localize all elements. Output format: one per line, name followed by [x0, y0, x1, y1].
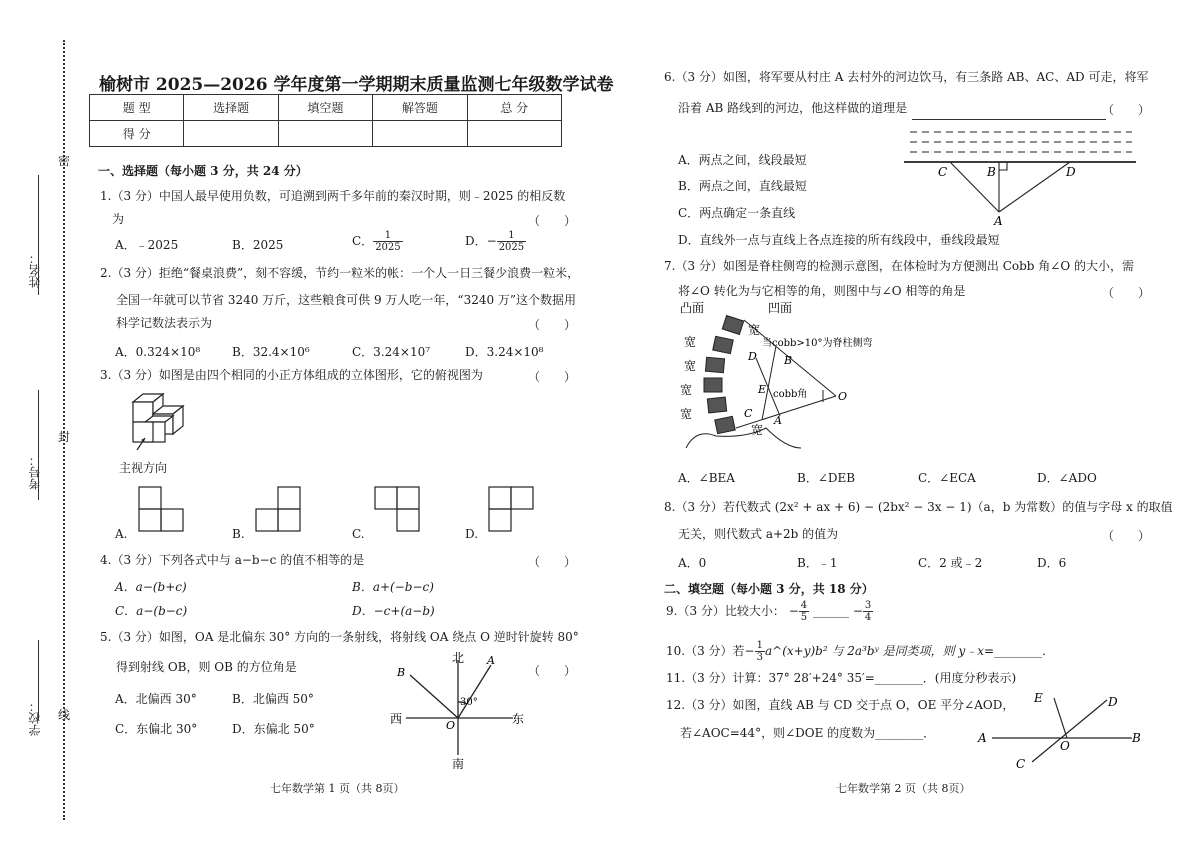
q5-east-label: 东	[512, 712, 525, 726]
q12-point-d: D	[1108, 695, 1118, 709]
q8-text-line2: 无关，则代数式 a+2b 的值为	[678, 527, 839, 541]
q6-option-d[interactable]: D．直线外一点与直线上各点连接的所有线段中，垂线段最短	[678, 233, 1000, 247]
q5-option-d[interactable]: D．东偏北 50°	[232, 722, 315, 736]
q7-concave-label: 凹面	[768, 301, 793, 315]
q5-west-label: 西	[390, 712, 403, 726]
footer-page-1: 七年数学第 1 页（共 8页）	[270, 782, 405, 795]
q6-option-b[interactable]: B．两点之间，直线最短	[678, 179, 807, 193]
q5-angle-label: 30°	[460, 697, 478, 708]
q1-option-c-fraction	[373, 230, 402, 253]
q7-cobb-note: 当cobb>10°为脊柱侧弯	[762, 338, 873, 349]
q2-text-line3: 科学记数法表示为	[116, 316, 213, 330]
q6-answer-blank[interactable]	[912, 119, 1106, 120]
q9-fraction-1	[799, 600, 809, 623]
q12-lines-figure	[972, 688, 1147, 774]
q7-convex-label: 凸面	[680, 301, 705, 315]
q1-option-c-prefix: C．	[352, 234, 374, 248]
q7-option-c[interactable]: C．∠ECA	[918, 471, 976, 485]
q1-option-b[interactable]: B．2025	[232, 238, 284, 252]
q7-point-d: D	[748, 350, 757, 363]
q12-point-o: O	[1060, 739, 1070, 753]
q3-text-line1: 3.（3 分）如图是由四个相同的小正方体组成的立体图形，它的俯视图为	[100, 368, 483, 382]
q6-point-d: D	[1066, 165, 1076, 179]
q1-option-d[interactable]	[465, 230, 526, 253]
q7-wide-label-4: 宽	[680, 407, 693, 421]
q6-text-line1: 6.（3 分）如图，将军要从村庄 A 去村外的河边饮马，有三条路 AB、AC、AD 可走，将军	[664, 70, 1149, 84]
q3-view-direction-label: 主视方向	[119, 461, 168, 475]
q3-option-b-figure	[255, 486, 303, 534]
q1-d-numerator: 1	[497, 230, 526, 242]
seal-mark-2: 封	[58, 430, 71, 444]
q12-point-e: E	[1034, 691, 1043, 705]
q3-answer-paren[interactable]: （ ）	[528, 370, 577, 384]
q1-d-denominator: 2025	[498, 242, 525, 253]
q1-text-line2: 为	[112, 212, 125, 226]
score-cell[interactable]	[373, 121, 467, 147]
q10-rest: a^(x+y)b² 与 2a³bʸ 是同类项，则 y﹣x=________．	[764, 644, 1055, 658]
seal-mark-1: 密	[58, 154, 71, 168]
name-line	[38, 175, 39, 295]
q2-option-d[interactable]: D．3.24×10⁸	[465, 345, 544, 359]
q1-c-denominator: 2025	[375, 242, 401, 253]
q5-compass-figure	[388, 650, 538, 772]
q1-option-d-prefix: D．−	[465, 234, 497, 248]
q2-answer-paren[interactable]: （ ）	[528, 318, 577, 332]
q3-option-c[interactable]: C.	[352, 527, 365, 541]
q5-point-o: O	[446, 719, 456, 732]
q7-point-c: C	[744, 407, 753, 420]
exam-title: 榆树市 2025—2026 学年度第一学期期末质量监测七年级数学试卷	[99, 75, 614, 95]
q9-text	[666, 600, 873, 623]
q4-option-d[interactable]: D．−c+(a−b)	[352, 604, 435, 618]
q10-denominator: 3	[756, 652, 763, 663]
q4-option-c[interactable]: C．a−(b−c)	[115, 604, 188, 618]
q7-text-line2: 将∠O 转化为与它相等的角，则图中与∠O 相等的角是	[678, 284, 966, 298]
q6-point-c: C	[938, 165, 948, 179]
q5-option-b[interactable]: B．北偏西 50°	[232, 692, 314, 706]
q9-minus-1: −	[788, 604, 799, 618]
score-header-total: 总 分	[467, 95, 561, 121]
score-cell[interactable]	[278, 121, 372, 147]
exam-no-label: 考号：	[28, 454, 42, 490]
q3-option-b[interactable]: B.	[232, 527, 245, 541]
q7-point-a: A	[774, 414, 782, 427]
q3-option-d-figure	[488, 486, 536, 534]
q7-option-a[interactable]: A．∠BEA	[678, 471, 735, 485]
q10-minus: −	[744, 644, 755, 658]
school-label: 学校：	[28, 700, 42, 736]
q7-spine-figure	[676, 298, 876, 458]
q9-f1-numerator: 4	[800, 600, 808, 611]
q7-point-o: O	[838, 390, 848, 403]
q9-prefix: 9.（3 分）比较大小：	[666, 604, 785, 618]
q3-cube-figure	[115, 390, 205, 460]
q5-north-label: 北	[452, 651, 465, 665]
q4-text-line1: 4.（3 分）下列各式中与 a−b−c 的值不相等的是	[100, 553, 365, 567]
q3-option-a[interactable]: A.	[115, 527, 128, 541]
score-header-fill: 填空题	[278, 95, 372, 121]
q6-option-c[interactable]: C．两点确定一条直线	[678, 206, 796, 220]
q5-point-a: A	[487, 654, 495, 667]
q8-option-a[interactable]: A．0	[678, 556, 707, 570]
score-header-answer: 解答题	[373, 95, 467, 121]
q10-fraction	[755, 640, 765, 663]
q5-option-a[interactable]: A．北偏西 30°	[115, 692, 197, 706]
q6-point-a: A	[994, 214, 1003, 228]
q9-f1-denominator: 5	[800, 612, 808, 623]
q7-wide-label-1: 宽	[684, 335, 697, 349]
section-2-heading: 二、填空题（每小题 3 分，共 18 分）	[664, 582, 874, 596]
q7-cobb-angle-label: cobb角	[773, 389, 808, 400]
q5-answer-paren[interactable]: （ ）	[528, 664, 577, 678]
q7-text-line1: 7.（3 分）如图是脊柱侧弯的检测示意图，在体检时为方便测出 Cobb 角∠O 的大小，需	[664, 259, 1135, 273]
score-header-choice: 选择题	[184, 95, 278, 121]
q4-answer-paren[interactable]: （ ）	[528, 555, 577, 569]
q2-option-c[interactable]: C．3.24×10⁷	[352, 345, 431, 359]
score-cell[interactable]	[184, 121, 278, 147]
q7-wide-label-6: 宽	[751, 423, 764, 437]
q1-c-numerator: 1	[373, 230, 402, 242]
q9-fraction-2	[863, 600, 873, 623]
q8-text-line1: 8.（3 分）若代数式 (2x² + ax + 6) − (2bx² − 3x − 1)（a，b 为常数）的值与字母 x 的取值	[664, 500, 1173, 514]
q10-prefix: 10.（3 分）若	[666, 644, 745, 658]
q8-option-d[interactable]: D．6	[1037, 556, 1067, 570]
q5-text-line2: 得到射线 OB，则 OB 的方位角是	[116, 660, 297, 674]
q7-wide-label-5: 宽	[748, 323, 761, 337]
q9-minus-2: −	[852, 604, 863, 618]
q6-option-a[interactable]: A．两点之间，线段最短	[678, 153, 807, 167]
q4-option-b[interactable]: B．a+(−b−c)	[352, 580, 434, 594]
q3-option-d[interactable]: D.	[465, 527, 479, 541]
q10-numerator: 1	[756, 640, 763, 651]
q9-f2-denominator: 4	[864, 612, 872, 623]
q5-point-b: B	[397, 666, 406, 679]
q12-point-c: C	[1016, 757, 1026, 771]
seal-mark-3: 线	[58, 708, 71, 722]
q9-answer-blank[interactable]: ______	[813, 604, 849, 618]
q12-text-line1: 12.（3 分）如图，直线 AB 与 CD 交于点 O，OE 平分∠AOD，	[666, 698, 1015, 712]
q6-text-line2: 沿着 AB 路线到的河边，他这样做的道理是	[678, 101, 908, 115]
q8-answer-paren[interactable]: （ ）	[1102, 529, 1151, 543]
score-cell[interactable]	[467, 121, 561, 147]
q7-point-e: E	[758, 383, 767, 396]
q10-text	[666, 640, 1054, 663]
q1-answer-paren[interactable]: （ ）	[528, 214, 577, 228]
q12-point-a: A	[978, 731, 987, 745]
q7-option-d[interactable]: D．∠ADO	[1037, 471, 1097, 485]
q11-text: 11.（3 分）计算：37° 28′+24° 35′=________．(用度分秒表示)	[666, 671, 1017, 685]
q6-river-figure	[900, 124, 1140, 228]
footer-page-2: 七年数学第 2 页（共 8页）	[836, 782, 971, 795]
q1-option-c[interactable]	[352, 230, 403, 253]
q8-option-b[interactable]: B．﹣1	[797, 556, 838, 570]
q2-text-line1: 2.（3 分）拒绝“餐桌浪费”，刻不容缓，节约一粒米的帐：一个人一日三餐少浪费一粒米，	[100, 266, 580, 280]
q9-f2-numerator: 3	[864, 600, 872, 611]
score-table	[89, 94, 562, 147]
q5-option-c[interactable]: C．东偏北 30°	[115, 722, 198, 736]
score-row-label: 得 分	[90, 121, 184, 147]
q7-point-b: B	[784, 354, 793, 367]
q1-option-a[interactable]: A．﹣2025	[115, 238, 179, 252]
q3-option-c-figure	[374, 486, 422, 534]
q4-option-a[interactable]: A．a−(b+c)	[115, 580, 187, 594]
q8-option-c[interactable]: C．2 或﹣2	[918, 556, 983, 570]
name-label: 姓名：	[28, 252, 42, 288]
q7-answer-paren[interactable]: （ ）	[1102, 286, 1151, 300]
q2-option-b[interactable]: B．32.4×10⁶	[232, 345, 310, 359]
school-line	[38, 640, 39, 720]
q1-text-line1: 1.（3 分）中国人最早使用负数，可追溯到两千多年前的秦汉时期，则﹣2025 的相反数	[100, 189, 566, 203]
q7-wide-label-2: 宽	[684, 359, 697, 373]
q12-point-b: B	[1132, 731, 1141, 745]
q3-option-a-figure	[138, 486, 186, 534]
q7-option-b[interactable]: B．∠DEB	[797, 471, 856, 485]
q5-text-line1: 5.（3 分）如图，OA 是北偏东 30° 方向的一条射线，将射线 OA 绕点 O 逆时针旋转 80°	[100, 630, 579, 644]
section-1-heading: 一、选择题（每小题 3 分，共 24 分）	[98, 164, 308, 178]
q7-wide-label-3: 宽	[680, 383, 693, 397]
exam-no-line	[38, 390, 39, 500]
q6-point-b: B	[987, 165, 996, 179]
q6-answer-paren[interactable]: （ ）	[1102, 103, 1151, 117]
q2-option-a[interactable]: A．0.324×10⁸	[115, 345, 201, 359]
q1-option-d-fraction	[497, 230, 526, 253]
q2-text-line2: 全国一年就可以节省 3240 万斤，这些粮食可供 9 万人吃一年，“3240 万”这个数据用	[116, 293, 577, 307]
score-header-type: 题 型	[90, 95, 184, 121]
q5-south-label: 南	[452, 757, 465, 771]
q12-text-line2: 若∠AOC=44°，则∠DOE 的度数为________．	[680, 726, 936, 740]
